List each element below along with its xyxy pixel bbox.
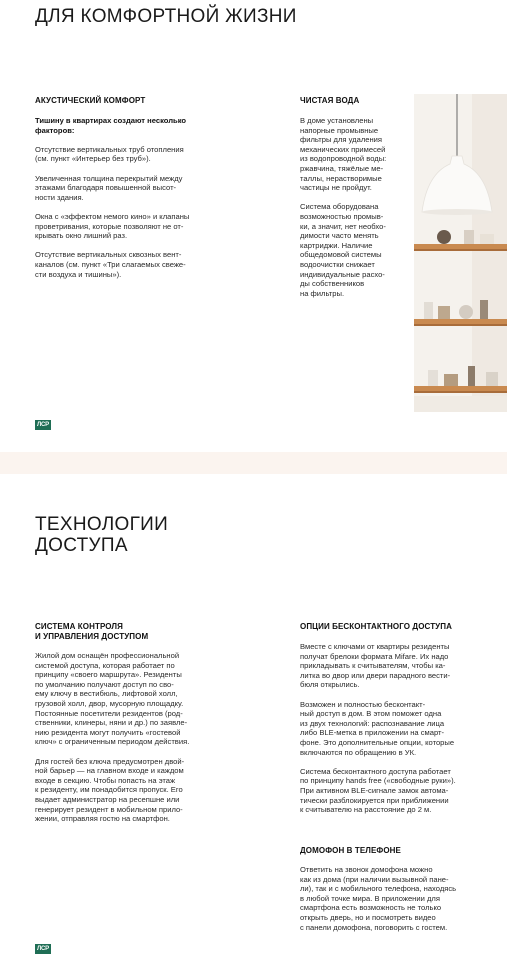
water-heading: ЧИСТАЯ ВОДА	[300, 96, 360, 105]
acoustic-heading: АКУСТИЧЕСКИЙ КОМФОРТ	[35, 96, 146, 105]
contactless-paragraph: Вместе с ключами от квартиры резиденты получат брелоки формата Mifare. Их надо прикладывать к считывателям, чтобы ка- литка во двор или двери парадного вести- бюля открылись.	[300, 642, 451, 690]
access-heading: СИСТЕМА КОНТРОЛЯ И УПРАВЛЕНИЯ ДОСТУПОМ	[35, 622, 149, 641]
page-comfort	[0, 0, 507, 452]
lsr-logo: ЛСР	[35, 420, 51, 430]
access-text	[35, 651, 235, 833]
water-paragraph: В доме установлены напорные промывные фильтры для удаления механических примесей из водопроводной воды: ржавчина, тяжёлые ме- таллы, нерастворимые частицы не пройдут.	[300, 116, 387, 193]
acoustic-lead: Тишину в квартирах создают несколько факторов:	[35, 116, 187, 135]
contactless-paragraph: Система бесконтактного доступа работает по принципу hands free («свободные руки»). При активном BLE-сигнале замок автома- тически разблокируется при приближении к считывателю на расстояние до 2 м.	[300, 766, 456, 815]
access-paragraph: Для гостей без ключа предусмотрен двой- ной барьер — на главном входе и каждом входе в секцию. Чтобы попасть на этаж к резиденту, им понадобится пропуск. Его выдает администратор на ресепшне или генерирует резидент в мобильном прило- жении, отправляя гостю на смартфон.	[35, 756, 185, 824]
acoustic-paragraph: Отсутствие вертикальных труб отопления (см. пункт «Интерьер без труб»).	[35, 144, 184, 164]
contactless-heading: ОПЦИИ БЕСКОНТАКТНОГО ДОСТУПА	[300, 622, 452, 631]
page-access	[0, 474, 507, 960]
access-paragraph: Жилой дом оснащён профессиональной системой доступа, которая работает по принципу «своего маршрута». Резиденты по умолчанию получают доступ по сво- ему ключу в вестибюль, лифтовой холл, грузовой холл, двор, мусорную площадку. Постоянные посетители резидентов (род- ственники, клинеры, няни и др.) по заявле- нию резидента могут получить «гостевой ключ» с ограниченным периодом действия.	[35, 651, 190, 747]
intercom-paragraph: Ответить на звонок домофона можно как из дома (при наличии вызывной пане- ли), так и с мобильного телефона, находясь в любой точке мира. В приложении для смартфона есть возможность не только открыть дверь, но и посмотреть видео с панели домофона, поговорить с гостем.	[300, 865, 457, 932]
acoustic-paragraph: Окна с «эффектом немого кино» и клапаны проветривания, которые позволяют не от- крывать окно лишний раз.	[35, 211, 190, 241]
acoustic-paragraph: Увеличенная толщина перекрытий между этажами благодаря повышенной высот- ности здания.	[35, 173, 183, 202]
page-title-line-1: ТЕХНОЛОГИИ	[35, 514, 169, 535]
page-divider	[0, 452, 507, 474]
water-text	[300, 116, 412, 308]
contactless-text	[300, 642, 490, 824]
acoustic-text	[35, 116, 235, 289]
intercom-heading: ДОМОФОН В ТЕЛЕФОНЕ	[300, 846, 401, 855]
intercom-text	[300, 865, 490, 942]
contactless-paragraph: Возможен и полностью бесконтакт- ный доступ в дом. В этом поможет одна из двух технологий: распознавание лица либо BLE-метка в приложении на смарт- фоне. Это дополнительные опции, которые включаются по обращению в УК.	[300, 699, 455, 757]
acoustic-paragraph: Отсутствие вертикальных сквозных вент- каналов (см. пункт «Три слагаемых свеже- сти воздуха и тишины»).	[35, 250, 186, 279]
water-paragraph: Система оборудована возможностью промыв- ки, а значит, нет необхо- димости часто менять картриджи. Наличие общедомовой системы водоочистки снижает индивидуальные расхо- ды собственников на фильтры.	[300, 202, 386, 298]
page-title-line-2: ДОСТУПА	[35, 535, 128, 556]
lsr-logo: ЛСР	[35, 944, 51, 954]
kitchen-lamp-photo	[414, 94, 507, 412]
page-title: ДЛЯ КОМФОРТНОЙ ЖИЗНИ	[35, 6, 297, 27]
